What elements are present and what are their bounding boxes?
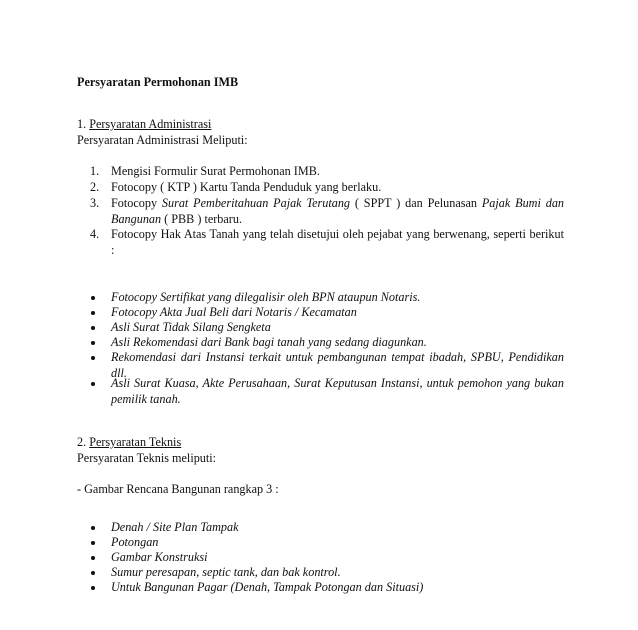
bullet-item [91, 376, 564, 407]
bullet-text: Asli Surat Kuasa, Akte Perusahaan, Surat Keputusan Instansi, untuk pemohon yang bukan pemilik tanah. [111, 376, 564, 406]
bullet-icon [91, 556, 95, 560]
bullet-text: Asli Surat Tidak Silang Sengketa [111, 320, 271, 334]
item-text-pre: Fotocopy [111, 196, 162, 210]
section2-subheading: - Gambar Rencana Bangunan rangkap 3 : [77, 482, 279, 496]
item-text [111, 196, 564, 227]
bullet-icon [91, 526, 95, 530]
bullet-item [91, 335, 564, 351]
bullet-icon [91, 326, 95, 330]
section1-heading [77, 117, 211, 133]
bullet-item [91, 535, 564, 551]
bullet-text: Asli Rekomendasi dari Bank bagi tanah yang sedang diagunkan. [111, 335, 427, 349]
bullet-icon [91, 586, 95, 590]
bullet-text: Sumur peresapan, septic tank, dan bak kontrol. [111, 565, 341, 579]
item-text-italic-pbb: Pajak Bumi dan Bangunan [111, 196, 565, 226]
bullet-item [91, 565, 564, 581]
bullet-text: Fotocopy Sertifikat yang dilegalisir oleh BPN ataupun Notaris. [111, 290, 421, 304]
bullet-text: Untuk Bangunan Pagar (Denah, Tampak Potongan dan Situasi) [111, 580, 424, 594]
item-number: 4. [90, 227, 100, 241]
item-text: Mengisi Formulir Surat Permohonan IMB. [111, 164, 320, 178]
bullet-text: Potongan [111, 535, 159, 549]
section2-heading-text: Persyaratan Teknis [89, 435, 182, 449]
item-text: Fotocopy ( KTP ) Kartu Tanda Penduduk yang berlaku. [111, 180, 382, 194]
item-text-italic-sppt: Surat Pemberitahuan Pajak Terutang [161, 196, 351, 210]
bullet-text: Fotocopy Akta Jual Beli dari Notaris / Kecamatan [111, 305, 357, 319]
numbered-item-3 [90, 196, 564, 227]
item-text: Fotocopy Hak Atas Tanah yang telah disetujui oleh pejabat yang berwenang, seperti berikut : [111, 227, 564, 257]
item-text-post: ( PBB ) terbaru. [161, 211, 243, 226]
bullet-item [91, 290, 564, 306]
document-title: Persyaratan Permohonan IMB [77, 75, 239, 89]
section2-intro: Persyaratan Teknis meliputi: [77, 451, 217, 465]
numbered-item-1 [90, 164, 564, 180]
bullet-item [91, 305, 564, 321]
bullet-icon [91, 382, 95, 386]
bullet-icon [91, 311, 95, 315]
bullet-item [91, 520, 564, 536]
section2-heading-number: 2. [77, 435, 90, 449]
bullet-text: Denah / Site Plan Tampak [111, 520, 239, 534]
section1-heading-number: 1. [77, 117, 90, 131]
bullet-item [91, 580, 564, 596]
section1-heading-text: Persyaratan Administrasi [89, 117, 212, 131]
bullet-text: Gambar Konstruksi [111, 550, 208, 564]
numbered-item-4 [90, 227, 564, 258]
section1-intro: Persyaratan Administrasi Meliputi: [77, 133, 248, 147]
bullet-icon [91, 571, 95, 575]
numbered-item-2 [90, 180, 564, 196]
bullet-item [91, 550, 564, 566]
item-number: 3. [90, 196, 100, 210]
item-number: 2. [90, 180, 100, 194]
bullet-icon [91, 341, 95, 345]
item-number: 1. [90, 164, 100, 178]
bullet-icon [91, 356, 95, 360]
bullet-item [91, 320, 564, 336]
section2-heading [77, 435, 181, 451]
bullet-icon [91, 296, 95, 300]
bullet-icon [91, 541, 95, 545]
bullet-text: Rekomendasi dari Instansi terkait untuk pembangunan tempat ibadah, SPBU, Pendidikan dll. [111, 350, 564, 380]
item-text-mid: ( SPPT ) dan Pelunasan [350, 196, 482, 210]
